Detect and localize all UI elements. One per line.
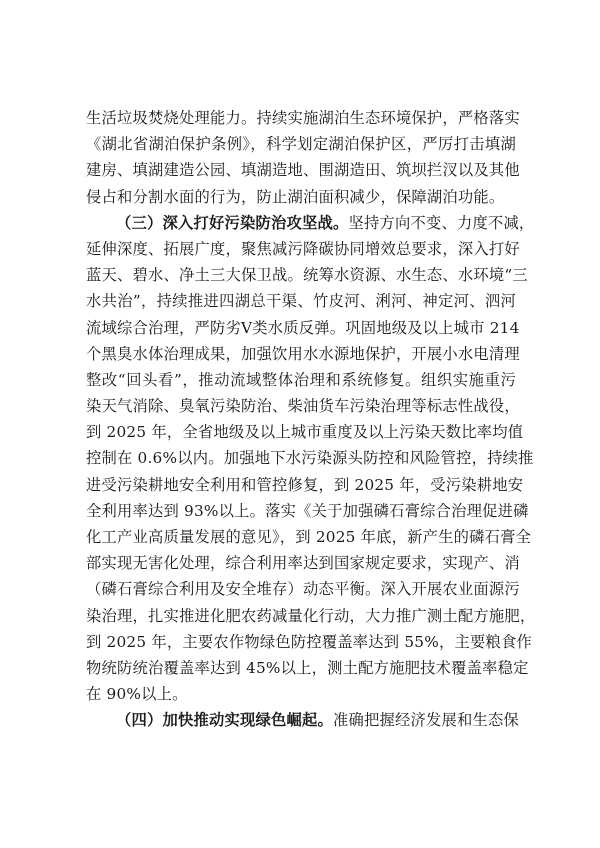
text-line	[86, 315, 520, 341]
text-line	[86, 445, 534, 471]
line-text: 整改“回头看”，推动流域整体治理和系统修复。组织实施重污	[86, 370, 516, 389]
text-line	[86, 603, 536, 629]
line-text: 在 90%以上。	[86, 685, 188, 704]
body-text	[86, 105, 536, 734]
text-line	[86, 288, 516, 314]
line-text: 坚持方向不变、力度不减，	[348, 213, 535, 232]
text-line	[86, 157, 520, 183]
line-text: 侵占和分割水面的行为，防止湖泊面积减少，保障湖泊功能。	[86, 187, 505, 206]
text-line	[86, 131, 516, 157]
text-line	[86, 236, 520, 262]
text-line	[86, 419, 524, 445]
line-text: 个黑臭水体治理成果，加强饮用水水源地保护，开展小水电清理	[86, 344, 520, 363]
text-line	[86, 262, 528, 288]
line-text: 物统防统治覆盖率达到 45%以上，测土配方施肥技术覆盖率稳定	[86, 658, 529, 677]
line-text: 到 2025 年，主要农作物绿色防控覆盖率达到 55%，主要粮食作	[86, 632, 532, 651]
section-heading: （三）深入打好污染防治攻坚战。	[116, 213, 349, 232]
text-line	[86, 681, 516, 707]
text-line	[86, 524, 532, 550]
text-line	[86, 629, 532, 655]
line-text: （磷石膏综合利用及安全堆存）动态平衡。深入开展农业面源污	[86, 580, 520, 599]
text-line	[86, 576, 520, 602]
line-text: 延伸深度、拓展广度，聚焦减污降碳协同增效总要求，深入打好	[86, 239, 520, 258]
line-text: 准确把握经济发展和生态保	[332, 711, 519, 730]
line-text: 《湖北省湖泊保护条例》，科学划定湖泊保护区，严厉打击填湖	[86, 135, 516, 154]
line-text: 化工产业高质量发展的意见》，到 2025 年底，新产生的磷石膏全	[86, 528, 532, 546]
line-text: 染治理，扎实推进化肥农药减量化行动，大力推广测土配方施肥，	[86, 606, 536, 625]
line-text: 到 2025 年，全省地级及以上城市重度及以上污染天数比率均值	[86, 423, 524, 442]
text-line	[86, 341, 520, 367]
text-line	[86, 498, 529, 524]
text-line	[86, 393, 520, 419]
line-text: 全利用率达到 93%以上。落实《关于加强磷石膏综合治理促进磷	[86, 501, 529, 520]
text-line	[86, 655, 529, 681]
line-text: 建房、填湖建造公园、填湖造地、围湖造田、筑坝拦汊以及其他	[86, 161, 520, 180]
line-text: 部实现无害化处理，综合利用率达到国家规定要求，实现产、消	[86, 554, 520, 573]
text-line	[86, 105, 520, 131]
line-text: 进受污染耕地安全利用和管控修复，到 2025 年，受污染耕地安	[86, 475, 524, 494]
text-line	[86, 707, 519, 733]
text-line	[86, 367, 516, 393]
line-text: 控制在 0.6%以内。加强地下水污染源头防控和风险管控，持续推	[86, 449, 534, 468]
line-text: 流域综合治理，严防劣Ⅴ类水质反弹。巩固地级及以上城市 214	[86, 318, 520, 337]
line-text: 生活垃圾焚烧处理能力。持续实施湖泊生态环境保护，严格落实	[86, 109, 520, 127]
text-line	[86, 210, 535, 236]
line-text: 蓝天、碧水、净土三大保卫战。统筹水资源、水生态、水环境“三	[86, 266, 528, 285]
text-line	[86, 550, 520, 576]
text-line	[86, 472, 524, 498]
section-heading: （四）加快推动实现绿色崛起。	[116, 711, 333, 730]
text-line	[86, 184, 516, 210]
line-text: 水共治”，持续推进四湖总干渠、竹皮河、浰河、神定河、泗河	[86, 292, 516, 311]
line-text: 染天气消除、臭氧污染防治、柴油货车污染治理等标志性战役，	[86, 397, 520, 416]
